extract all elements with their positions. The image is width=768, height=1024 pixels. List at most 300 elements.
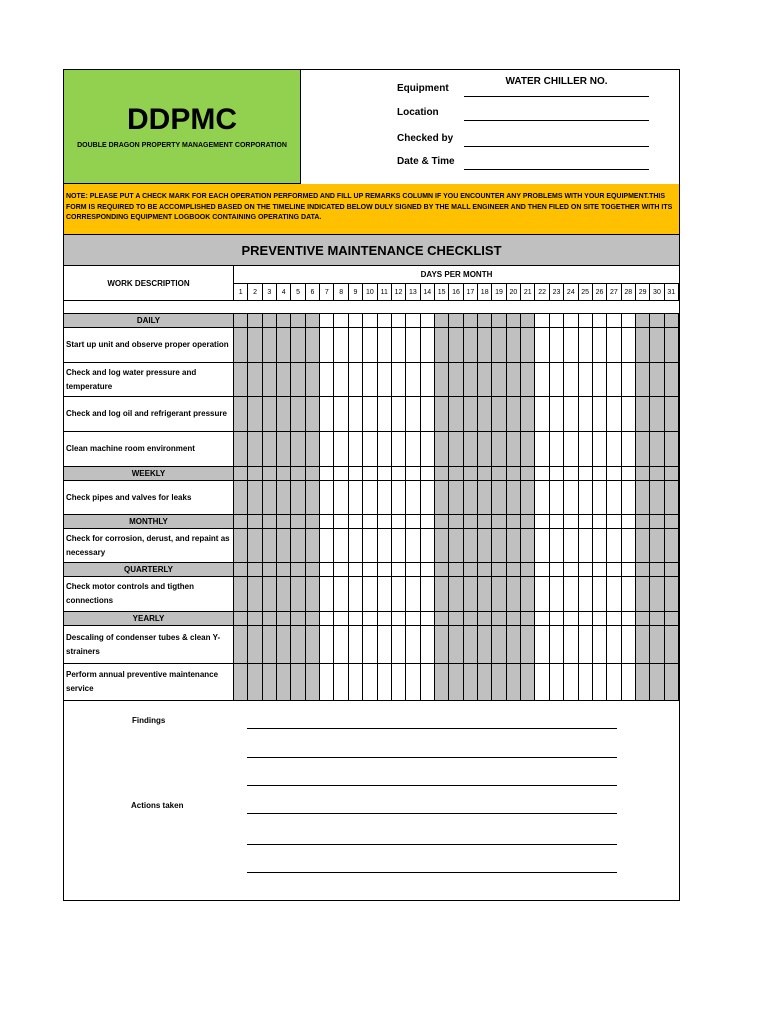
check-cell[interactable] [535,664,549,701]
check-cell[interactable] [521,363,535,397]
check-cell[interactable] [579,432,593,467]
check-cell[interactable] [607,397,621,432]
check-cell[interactable] [665,664,679,701]
check-cell[interactable] [535,626,549,664]
check-cell[interactable] [234,664,248,701]
check-cell[interactable] [248,328,262,363]
check-cell[interactable] [234,363,248,397]
check-cell[interactable] [306,481,320,515]
check-cell[interactable] [320,626,334,664]
check-cell[interactable] [449,577,463,612]
check-cell[interactable] [492,626,506,664]
check-cell[interactable] [234,577,248,612]
check-cell[interactable] [665,577,679,612]
check-cell[interactable] [579,363,593,397]
actions-line[interactable] [247,844,617,845]
check-cell[interactable] [378,626,392,664]
equipment-value[interactable]: WATER CHILLER NO. [505,76,608,87]
check-cell[interactable] [291,397,305,432]
check-cell[interactable] [277,363,291,397]
check-cell[interactable] [564,529,578,563]
category-day-cell [636,612,650,626]
check-cell[interactable] [277,626,291,664]
check-cell[interactable] [277,529,291,563]
check-cell[interactable] [392,529,406,563]
check-cell[interactable] [421,626,435,664]
location-field[interactable] [464,120,649,121]
check-cell[interactable] [507,577,521,612]
category-monthly: MONTHLY [64,515,234,529]
check-cell[interactable] [392,328,406,363]
check-cell[interactable] [492,397,506,432]
findings-line[interactable] [247,757,617,758]
findings-line[interactable] [247,728,617,729]
category-day-cell [607,563,621,577]
check-cell[interactable] [579,328,593,363]
check-cell[interactable] [406,577,420,612]
check-cell[interactable] [650,363,664,397]
check-cell[interactable] [492,577,506,612]
check-cell[interactable] [622,432,636,467]
check-cell[interactable] [435,397,449,432]
check-cell[interactable] [564,328,578,363]
check-cell[interactable] [349,577,363,612]
check-cell[interactable] [550,626,564,664]
category-day-cell [334,314,348,328]
check-cell[interactable] [263,432,277,467]
check-cell[interactable] [507,529,521,563]
check-cell[interactable] [593,363,607,397]
check-cell[interactable] [636,432,650,467]
category-day-cell [334,563,348,577]
check-cell[interactable] [378,397,392,432]
check-cell[interactable] [492,328,506,363]
check-cell[interactable] [521,626,535,664]
task-description: Check for corrosion, derust, and repaint as necessary [64,529,234,563]
check-cell[interactable] [622,363,636,397]
check-cell[interactable] [665,481,679,515]
check-cell[interactable] [550,328,564,363]
check-cell[interactable] [291,328,305,363]
actions-line[interactable] [247,813,617,814]
check-cell[interactable] [550,664,564,701]
check-cell[interactable] [650,626,664,664]
check-cell[interactable] [421,664,435,701]
check-cell[interactable] [492,363,506,397]
check-cell[interactable] [607,481,621,515]
check-cell[interactable] [378,577,392,612]
check-cell[interactable] [507,432,521,467]
check-cell[interactable] [320,328,334,363]
check-cell[interactable] [291,529,305,563]
check-cell[interactable] [607,664,621,701]
check-cell[interactable] [593,432,607,467]
check-cell[interactable] [435,363,449,397]
check-cell[interactable] [320,481,334,515]
check-cell[interactable] [363,432,377,467]
check-cell[interactable] [665,432,679,467]
check-cell[interactable] [406,529,420,563]
check-cell[interactable] [464,363,478,397]
check-cell[interactable] [650,529,664,563]
check-cell[interactable] [320,577,334,612]
check-cell[interactable] [607,529,621,563]
check-cell[interactable] [263,529,277,563]
check-cell[interactable] [378,664,392,701]
check-cell[interactable] [277,664,291,701]
actions-line[interactable] [247,872,617,873]
check-cell[interactable] [492,481,506,515]
check-cell[interactable] [334,363,348,397]
check-cell[interactable] [535,577,549,612]
category-day-cell [521,515,535,529]
check-cell[interactable] [478,363,492,397]
check-cell[interactable] [449,397,463,432]
check-cell[interactable] [607,363,621,397]
check-cell[interactable] [593,626,607,664]
check-cell[interactable] [291,363,305,397]
check-cell[interactable] [622,626,636,664]
check-cell[interactable] [248,664,262,701]
findings-line[interactable] [247,785,617,786]
check-cell[interactable] [665,529,679,563]
check-cell[interactable] [535,397,549,432]
check-cell[interactable] [392,363,406,397]
check-cell[interactable] [550,397,564,432]
check-cell[interactable] [349,664,363,701]
check-cell[interactable] [593,529,607,563]
check-cell[interactable] [378,481,392,515]
check-cell[interactable] [478,664,492,701]
check-cell[interactable] [234,481,248,515]
check-cell[interactable] [521,664,535,701]
check-cell[interactable] [291,626,305,664]
check-cell[interactable] [507,328,521,363]
check-cell[interactable] [320,432,334,467]
check-cell[interactable] [277,328,291,363]
check-cell[interactable] [464,481,478,515]
check-cell[interactable] [492,432,506,467]
check-cell[interactable] [622,397,636,432]
check-cell[interactable] [650,397,664,432]
check-cell[interactable] [449,529,463,563]
check-cell[interactable] [478,481,492,515]
check-cell[interactable] [478,626,492,664]
check-cell[interactable] [665,328,679,363]
check-cell[interactable] [248,397,262,432]
check-cell[interactable] [579,577,593,612]
check-cell[interactable] [507,397,521,432]
check-cell[interactable] [263,363,277,397]
check-cell[interactable] [564,432,578,467]
check-cell[interactable] [435,577,449,612]
check-cell[interactable] [535,328,549,363]
check-cell[interactable] [622,577,636,612]
check-cell[interactable] [564,363,578,397]
check-cell[interactable] [392,626,406,664]
check-cell[interactable] [464,397,478,432]
check-cell[interactable] [464,328,478,363]
check-cell[interactable] [234,626,248,664]
check-cell[interactable] [622,328,636,363]
check-cell[interactable] [478,328,492,363]
check-cell[interactable] [607,432,621,467]
check-cell[interactable] [306,664,320,701]
check-cell[interactable] [435,529,449,563]
check-cell[interactable] [320,529,334,563]
check-cell[interactable] [334,432,348,467]
check-cell[interactable] [306,626,320,664]
check-cell[interactable] [363,481,377,515]
check-cell[interactable] [334,328,348,363]
check-cell[interactable] [234,529,248,563]
check-cell[interactable] [349,481,363,515]
check-cell[interactable] [449,328,463,363]
check-cell[interactable] [535,363,549,397]
check-cell[interactable] [665,397,679,432]
check-cell[interactable] [636,363,650,397]
check-cell[interactable] [636,626,650,664]
check-cell[interactable] [349,363,363,397]
check-cell[interactable] [320,397,334,432]
check-cell[interactable] [392,481,406,515]
check-cell[interactable] [263,481,277,515]
check-cell[interactable] [234,432,248,467]
check-cell[interactable] [378,328,392,363]
checked-by-field[interactable] [464,146,649,147]
check-cell[interactable] [363,664,377,701]
check-cell[interactable] [320,363,334,397]
check-cell[interactable] [248,481,262,515]
check-cell[interactable] [521,577,535,612]
check-cell[interactable] [464,529,478,563]
check-cell[interactable] [622,664,636,701]
check-cell[interactable] [334,626,348,664]
check-cell[interactable] [478,432,492,467]
check-cell[interactable] [492,664,506,701]
check-cell[interactable] [650,664,664,701]
check-cell[interactable] [334,529,348,563]
check-cell[interactable] [650,328,664,363]
check-cell[interactable] [564,397,578,432]
check-cell[interactable] [406,328,420,363]
check-cell[interactable] [622,481,636,515]
check-cell[interactable] [564,664,578,701]
check-cell[interactable] [464,577,478,612]
check-cell[interactable] [435,328,449,363]
check-cell[interactable] [263,664,277,701]
check-cell[interactable] [392,664,406,701]
check-cell[interactable] [363,529,377,563]
check-cell[interactable] [521,432,535,467]
check-cell[interactable] [363,626,377,664]
check-cell[interactable] [349,328,363,363]
check-cell[interactable] [234,328,248,363]
check-cell[interactable] [263,626,277,664]
check-cell[interactable] [665,626,679,664]
check-cell[interactable] [277,432,291,467]
date-time-field[interactable] [464,169,649,170]
check-cell[interactable] [478,577,492,612]
check-cell[interactable] [363,577,377,612]
check-cell[interactable] [579,529,593,563]
check-cell[interactable] [550,529,564,563]
check-cell[interactable] [636,481,650,515]
check-cell[interactable] [507,363,521,397]
check-cell[interactable] [564,481,578,515]
check-cell[interactable] [622,529,636,563]
check-cell[interactable] [435,626,449,664]
check-cell[interactable] [521,397,535,432]
check-cell[interactable] [334,481,348,515]
check-cell[interactable] [306,577,320,612]
check-cell[interactable] [521,481,535,515]
check-cell[interactable] [535,481,549,515]
check-cell[interactable] [349,626,363,664]
check-cell[interactable] [665,363,679,397]
check-cell[interactable] [421,363,435,397]
check-cell[interactable] [492,529,506,563]
check-cell[interactable] [449,432,463,467]
check-cell[interactable] [392,577,406,612]
check-cell[interactable] [593,397,607,432]
check-cell[interactable] [277,481,291,515]
check-cell[interactable] [291,664,305,701]
check-cell[interactable] [334,577,348,612]
check-cell[interactable] [234,397,248,432]
check-cell[interactable] [449,363,463,397]
check-cell[interactable] [593,328,607,363]
check-cell[interactable] [550,432,564,467]
category-day-cell [607,314,621,328]
check-cell[interactable] [378,529,392,563]
check-cell[interactable] [579,481,593,515]
check-cell[interactable] [334,664,348,701]
check-cell[interactable] [306,432,320,467]
check-cell[interactable] [521,529,535,563]
check-cell[interactable] [406,481,420,515]
check-cell[interactable] [334,397,348,432]
check-cell[interactable] [535,432,549,467]
check-cell[interactable] [291,432,305,467]
check-cell[interactable] [421,577,435,612]
check-cell[interactable] [521,328,535,363]
check-cell[interactable] [320,664,334,701]
check-cell[interactable] [406,664,420,701]
check-cell[interactable] [306,529,320,563]
check-cell[interactable] [449,664,463,701]
check-cell[interactable] [636,397,650,432]
check-cell[interactable] [248,363,262,397]
check-cell[interactable] [593,577,607,612]
category-day-cell [521,612,535,626]
check-cell[interactable] [248,626,262,664]
check-cell[interactable] [306,397,320,432]
check-cell[interactable] [421,328,435,363]
check-cell[interactable] [421,481,435,515]
check-cell[interactable] [564,626,578,664]
check-cell[interactable] [277,397,291,432]
check-cell[interactable] [550,577,564,612]
check-cell[interactable] [435,664,449,701]
check-cell[interactable] [507,481,521,515]
check-cell[interactable] [464,664,478,701]
check-cell[interactable] [593,481,607,515]
check-cell[interactable] [378,432,392,467]
check-cell[interactable] [263,328,277,363]
check-cell[interactable] [392,432,406,467]
check-cell[interactable] [650,432,664,467]
check-cell[interactable] [248,577,262,612]
check-cell[interactable] [464,432,478,467]
check-cell[interactable] [478,397,492,432]
check-cell[interactable] [306,363,320,397]
check-cell[interactable] [607,626,621,664]
check-cell[interactable] [378,363,392,397]
check-cell[interactable] [550,481,564,515]
check-cell[interactable] [507,626,521,664]
check-cell[interactable] [363,363,377,397]
check-cell[interactable] [579,626,593,664]
check-cell[interactable] [478,529,492,563]
check-cell[interactable] [291,481,305,515]
check-cell[interactable] [650,481,664,515]
check-cell[interactable] [363,328,377,363]
check-cell[interactable] [607,328,621,363]
check-cell[interactable] [650,577,664,612]
check-cell[interactable] [607,577,621,612]
check-cell[interactable] [248,432,262,467]
check-cell[interactable] [349,432,363,467]
check-cell[interactable] [306,328,320,363]
check-cell[interactable] [421,432,435,467]
check-cell[interactable] [291,577,305,612]
check-cell[interactable] [277,577,291,612]
check-cell[interactable] [435,481,449,515]
day-number-14: 14 [421,284,435,301]
check-cell[interactable] [406,363,420,397]
check-cell[interactable] [579,664,593,701]
check-cell[interactable] [593,664,607,701]
check-cell[interactable] [435,432,449,467]
check-cell[interactable] [421,529,435,563]
check-cell[interactable] [392,397,406,432]
check-cell[interactable] [263,397,277,432]
check-cell[interactable] [363,397,377,432]
check-cell[interactable] [406,397,420,432]
check-cell[interactable] [248,529,262,563]
check-cell[interactable] [421,397,435,432]
check-cell[interactable] [406,626,420,664]
check-cell[interactable] [449,481,463,515]
check-cell[interactable] [349,397,363,432]
check-cell[interactable] [449,626,463,664]
check-cell[interactable] [507,664,521,701]
check-cell[interactable] [263,577,277,612]
check-cell[interactable] [579,397,593,432]
check-cell[interactable] [636,529,650,563]
check-cell[interactable] [406,432,420,467]
check-cell[interactable] [349,529,363,563]
check-cell[interactable] [636,577,650,612]
category-day-cell [306,467,320,481]
check-cell[interactable] [550,363,564,397]
check-cell[interactable] [564,577,578,612]
check-cell[interactable] [464,626,478,664]
check-cell[interactable] [535,529,549,563]
check-cell[interactable] [636,664,650,701]
check-cell[interactable] [636,328,650,363]
